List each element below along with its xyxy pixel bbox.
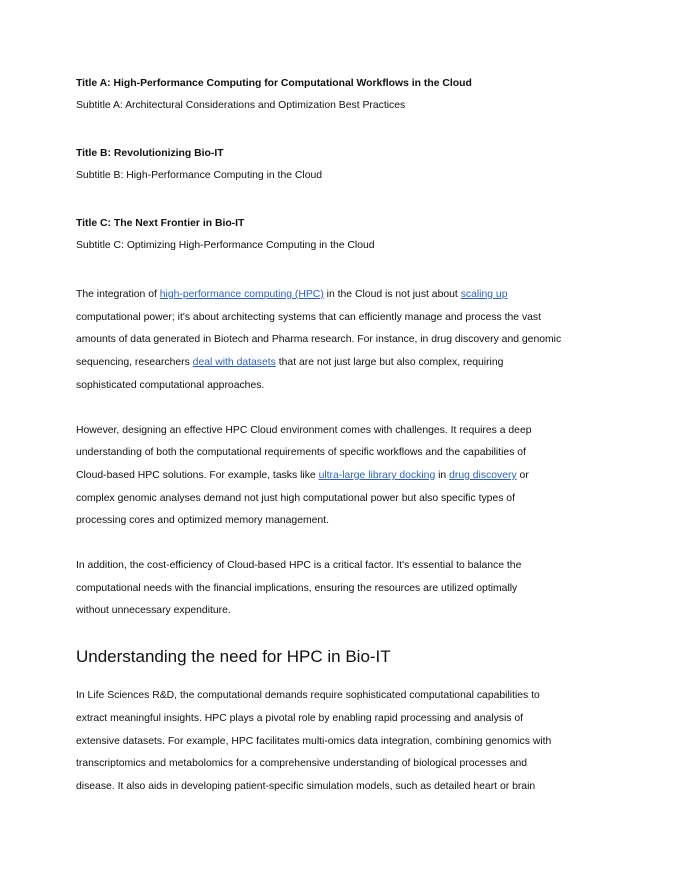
link-scaling-up[interactable]: scaling up [460,289,508,300]
paragraph-line: extensive datasets. For example, HPC facilitates multi-omics data integration, combining genomics with [76,735,552,747]
paragraph-line: disease. It also aids in developing patient-specific simulation models, such as detailed heart or brain [76,780,536,792]
title-c: Title C: The Next Frontier in Bio-IT [76,218,245,229]
paragraph-line [76,352,616,375]
paragraph-line: complex genomic analyses demand not just high computational power but also specific types of [76,492,515,504]
paragraph-line: In Life Sciences R&D, the computational demands require sophisticated computational capabilities to [76,690,540,702]
text-segment: or [516,469,529,481]
paragraph-line: transcriptomics and metabolomics for a comprehensive understanding of biological processes and [76,758,528,770]
title-block-a [76,74,616,116]
link-deal-with-datasets[interactable]: deal with datasets [192,357,276,369]
paragraph-line: However, designing an effective HPC Cloud environment comes with challenges. It requires a deep [76,424,532,436]
title-block-c [76,214,616,256]
text-segment: that are not just large but also complex, requiring [275,357,504,369]
subtitle-b: Subtitle B: High-Performance Computing in the Cloud [76,170,323,181]
section-heading: Understanding the need for HPC in Bio-IT [76,647,391,667]
paragraph-line [76,284,616,307]
text-segment: The integration of [76,289,160,300]
paragraph-line: extract meaningful insights. HPC plays a pivotal role by enabling rapid processing and analysis of [76,712,524,724]
title-block-b [76,144,616,186]
subtitle-c: Subtitle C: Optimizing High-Performance Computing in the Cloud [76,240,375,251]
text-segment: sequencing, researchers [76,357,193,369]
paragraph-line [76,465,616,488]
paragraph-line: computational power; it's about architecting systems that can efficiently manage and process the vast [76,311,542,323]
title-a: Title A: High-Performance Computing for Computational Workflows in the Cloud [76,78,472,89]
paragraph-hpc-challenges [76,420,616,534]
paragraph-life-sciences [76,685,616,799]
link-hpc[interactable]: high-performance computing (HPC) [159,289,324,300]
paragraph-line: processing cores and optimized memory management. [76,515,329,527]
paragraph-line: amounts of data generated in Biotech and Pharma research. For instance, in drug discovery and genomic [76,334,562,346]
paragraph-line: sophisticated computational approaches. [76,379,265,391]
text-segment: in [435,469,450,481]
paragraph-line: without unnecessary expenditure. [76,605,231,617]
paragraph-line: computational needs with the financial implications, ensuring the resources are utilized optimally [76,582,518,594]
title-b: Title B: Revolutionizing Bio-IT [76,148,224,159]
link-ultra-large-library-docking[interactable]: ultra-large library docking [318,469,436,481]
subtitle-a: Subtitle A: Architectural Considerations and Optimization Best Practices [76,100,406,111]
text-segment: Cloud-based HPC solutions. For example, tasks like [76,469,319,481]
text-segment: in the Cloud is not just about [323,289,461,300]
paragraph-hpc-integration [76,284,616,398]
document-body [76,74,616,821]
link-drug-discovery[interactable]: drug discovery [449,469,517,481]
paragraph-line: understanding of both the computational requirements of specific workflows and the capabilities of [76,447,526,459]
paragraph-line: In addition, the cost-efficiency of Cloud-based HPC is a critical factor. It's essential to balance the [76,560,522,572]
paragraph-cost-efficiency [76,555,616,623]
